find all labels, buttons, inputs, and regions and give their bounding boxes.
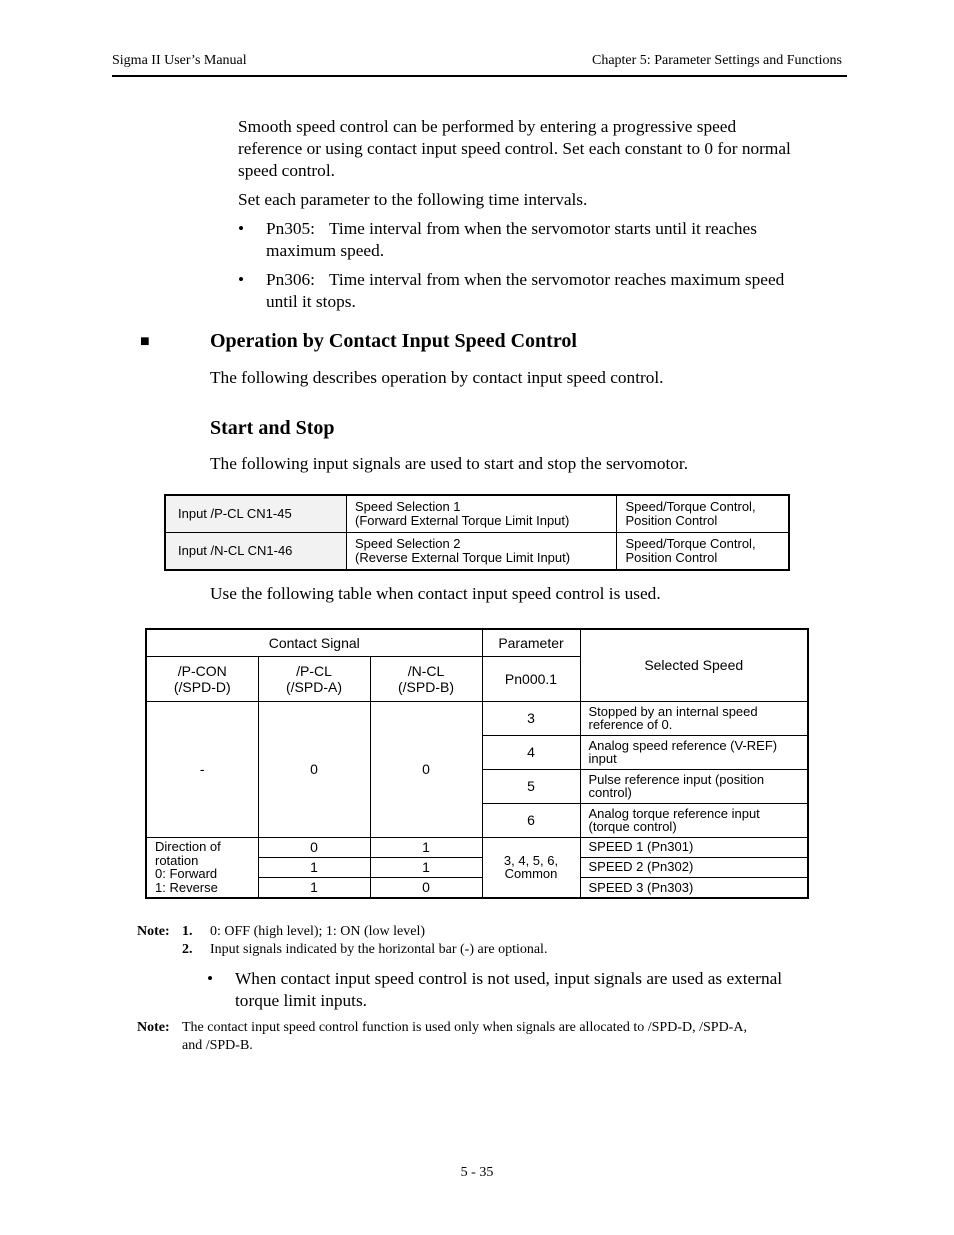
function-cell: Speed Selection 2 (Reverse External Torque Limit Input) <box>347 533 617 571</box>
pcon-dash: - <box>146 701 258 837</box>
bullet-dot: • <box>238 219 245 238</box>
mode-cell: Speed/Torque Control, Position Control <box>617 495 789 533</box>
bullet-dot: • <box>207 969 214 988</box>
bullet-pn305: • Pn305: Time interval from when the servomotor starts until it reaches maximum speed. <box>238 219 757 260</box>
header-left: Sigma II User’s Manual <box>112 53 247 68</box>
speed-cell: SPEED 1 (Pn301) <box>580 837 808 857</box>
table-row <box>165 533 789 571</box>
ncl-zero: 0 <box>370 701 482 837</box>
pcl-value: 0 <box>258 837 370 857</box>
note-num-2: 2. <box>182 942 193 957</box>
note2-text: The contact input speed control function is used only when signals are allocated to /SPD-D, /SPD-A, and /SPD-B. <box>182 1020 747 1053</box>
table-row <box>165 495 789 533</box>
pcl-value: 1 <box>258 877 370 898</box>
pcon-header: /P-CON (/SPD-D) <box>146 656 258 701</box>
pcl-header: /P-CL (/SPD-A) <box>258 656 370 701</box>
table-intro: Use the following table when contact input speed control is used. <box>210 584 661 603</box>
pcl-zero: 0 <box>258 701 370 837</box>
mode-value: 6 <box>482 803 580 837</box>
bullet-pn306: • Pn306: Time interval from when the servomotor reaches maximum speed until it stops. <box>238 270 785 311</box>
intro-paragraph-2: Set each parameter to the following time intervals. <box>238 190 588 209</box>
subsection-title: Start and Stop <box>210 417 335 439</box>
speed-table <box>145 628 809 899</box>
section-title: Operation by Contact Input Speed Control <box>210 330 577 352</box>
section-text: The following describes operation by contact input speed control. <box>210 368 664 387</box>
ncl-header: /N-CL (/SPD-B) <box>370 656 482 701</box>
note-num-1: 1. <box>182 924 193 939</box>
mode-value: 3 <box>482 701 580 735</box>
note-1: 0: OFF (high level); 1: ON (low level) <box>210 924 426 939</box>
section-marker-icon: ■ <box>140 333 150 350</box>
mode-value: 4 <box>482 735 580 769</box>
bullet-torque-limit: • When contact input speed control is not used, input signals are used as external torque limit inputs. <box>207 969 783 1010</box>
parameter-header: Parameter <box>482 629 580 656</box>
common-cell: 3, 4, 5, 6, Common <box>482 837 580 898</box>
note-2: Input signals indicated by the horizontal bar (-) are optional. <box>210 942 548 957</box>
contact-signal-header: Contact Signal <box>146 629 482 656</box>
table-row <box>146 629 808 656</box>
function-cell: Speed Selection 1 (Forward External Torque Limit Input) <box>347 495 617 533</box>
selected-speed-header: Selected Speed <box>580 629 808 701</box>
input-cell: Input /N-CL CN1-46 <box>165 533 347 571</box>
speed-cell: SPEED 2 (Pn302) <box>580 857 808 877</box>
subsection-text: The following input signals are used to start and stop the servomotor. <box>210 454 689 473</box>
ncl-value: 1 <box>370 857 482 877</box>
mode-cell: Speed/Torque Control, Position Control <box>617 533 789 571</box>
mode-desc: Analog speed reference (V-REF) input <box>580 735 808 769</box>
ncl-value: 0 <box>370 877 482 898</box>
ncl-value: 1 <box>370 837 482 857</box>
header-right: Chapter 5: Parameter Settings and Functions <box>591 53 842 68</box>
direction-cell: Direction of rotation 0: Forward 1: Reverse <box>146 837 258 898</box>
mode-desc: Pulse reference input (position control) <box>580 769 808 803</box>
intro-paragraph: Smooth speed control can be performed by entering a progressive speed reference or using contact input speed control. Set each constant to 0 for normal speed control. <box>238 117 791 180</box>
page-number: 5 - 35 <box>460 1165 494 1180</box>
table-row <box>146 837 808 857</box>
input-cell: Input /P-CL CN1-45 <box>165 495 347 533</box>
param-name: Pn000.1 <box>482 656 580 701</box>
note-label: Note: <box>137 924 170 939</box>
note2-label: Note: <box>137 1020 170 1035</box>
signal-table <box>164 494 790 571</box>
header-rule <box>112 75 847 77</box>
table-row <box>146 701 808 735</box>
bullet-dot: • <box>238 270 245 289</box>
speed-cell: SPEED 3 (Pn303) <box>580 877 808 898</box>
mode-desc: Stopped by an internal speed reference of 0. <box>580 701 808 735</box>
pcl-value: 1 <box>258 857 370 877</box>
mode-value: 5 <box>482 769 580 803</box>
mode-desc: Analog torque reference input (torque control) <box>580 803 808 837</box>
